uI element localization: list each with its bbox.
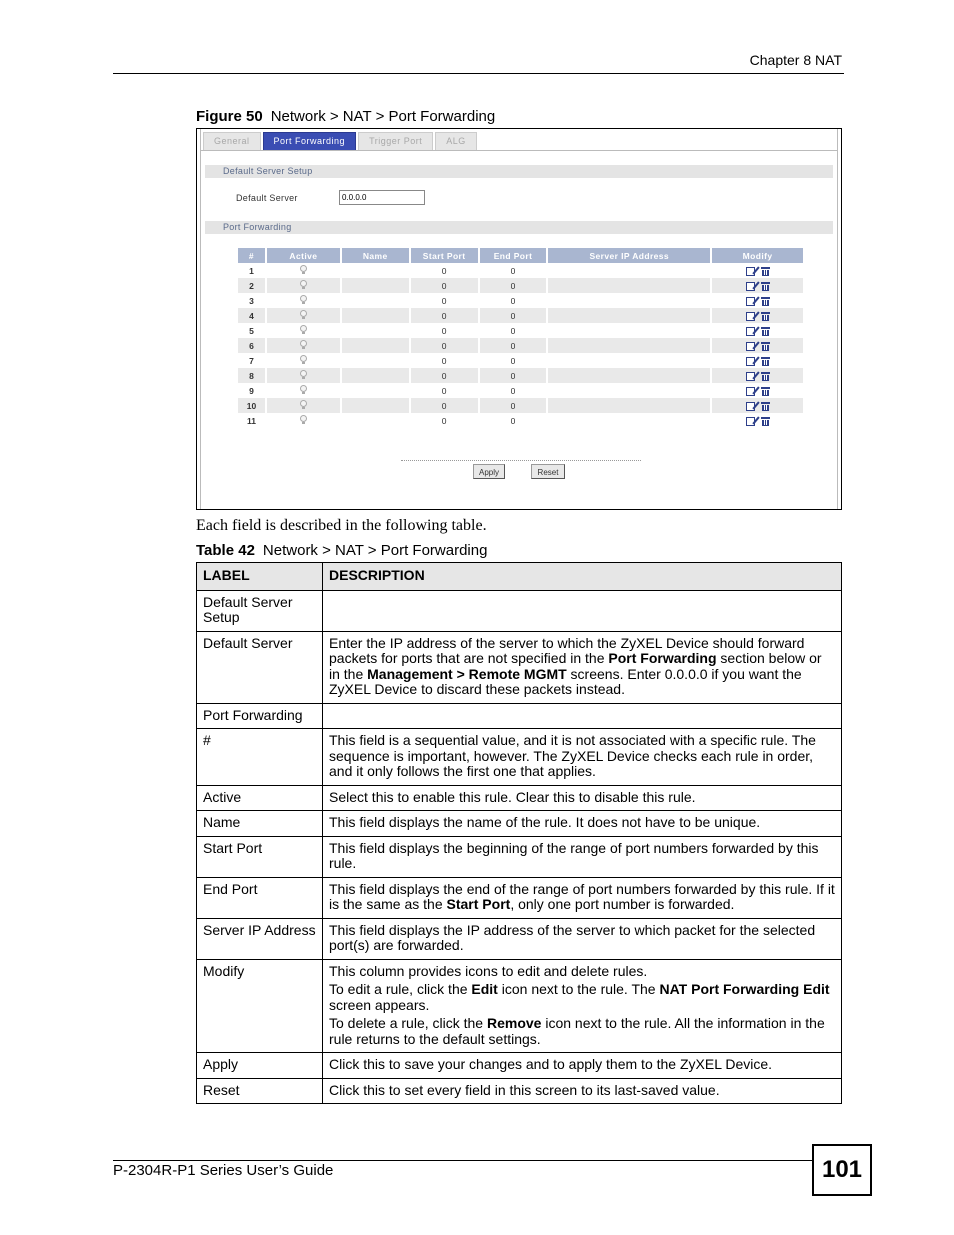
- row-label: Name: [197, 811, 323, 837]
- row-label: End Port: [197, 877, 323, 918]
- edit-icon[interactable]: [746, 327, 755, 336]
- rule-name: [341, 323, 410, 338]
- rule-number: 5: [238, 323, 266, 338]
- desc-bold: Remove: [486, 1015, 542, 1031]
- rule-number: 8: [238, 368, 266, 383]
- active-cell: [266, 308, 341, 323]
- table-row: [197, 811, 842, 837]
- table-row: [197, 959, 842, 1053]
- end-port: 0: [479, 338, 548, 353]
- row-description: [323, 877, 842, 918]
- header-rule: [113, 73, 844, 74]
- row-description: [323, 703, 842, 729]
- default-server-section-title: Default Server Setup: [205, 165, 833, 178]
- row-label: Reset: [197, 1078, 323, 1104]
- edit-icon[interactable]: [746, 402, 755, 411]
- desc-bold: Start Port: [446, 896, 511, 912]
- active-cell: [266, 338, 341, 353]
- tab-port-forwarding[interactable]: Port Forwarding: [263, 132, 357, 150]
- row-label: Port Forwarding: [197, 703, 323, 729]
- desc-text: , only one port number is forwarded.: [510, 896, 735, 912]
- active-bulb-icon[interactable]: [300, 340, 307, 349]
- figure-title: Network > NAT > Port Forwarding: [270, 108, 496, 125]
- server-ip: [547, 398, 711, 413]
- table-row: [197, 631, 842, 703]
- delete-icon[interactable]: [762, 357, 769, 366]
- end-port: 0: [479, 413, 548, 428]
- field-description-table: [196, 562, 842, 1104]
- desc-bold: Edit: [471, 981, 498, 997]
- edit-icon[interactable]: [746, 312, 755, 321]
- rule-name: [341, 293, 410, 308]
- row-description: [323, 631, 842, 703]
- col-modify: Modify: [711, 248, 804, 263]
- port-forwarding-rows: [238, 263, 804, 428]
- screenshot-panel: [200, 129, 838, 509]
- rule-number: 6: [238, 338, 266, 353]
- edit-icon[interactable]: [746, 282, 755, 291]
- row-description: This field displays the beginning of the range of port numbers forwarded by this rule.: [323, 836, 842, 877]
- rule-name: [341, 398, 410, 413]
- rule-number: 10: [238, 398, 266, 413]
- active-cell: [266, 278, 341, 293]
- start-port: 0: [410, 398, 479, 413]
- active-cell: [266, 368, 341, 383]
- apply-button[interactable]: Apply: [473, 464, 505, 479]
- row-label: Server IP Address: [197, 918, 323, 959]
- reset-button[interactable]: Reset: [531, 464, 565, 479]
- active-bulb-icon[interactable]: [300, 310, 307, 319]
- table-row: [197, 877, 842, 918]
- active-bulb-icon[interactable]: [300, 415, 307, 424]
- rule-number: 1: [238, 263, 266, 278]
- edit-icon[interactable]: [746, 387, 755, 396]
- start-port: 0: [410, 368, 479, 383]
- modify-para-3: [329, 1016, 836, 1047]
- desc-text: To edit a rule, click the: [329, 981, 472, 997]
- active-bulb-icon[interactable]: [300, 370, 307, 379]
- table-row: [238, 278, 804, 293]
- modify-cell: [711, 398, 804, 413]
- row-description: This field displays the IP address of the server to which packet for the selected port(s) are forwarded.: [323, 918, 842, 959]
- desc-text: icon next to the rule. The: [497, 981, 660, 997]
- tab-divider: [201, 150, 837, 151]
- table-row: [238, 308, 804, 323]
- table-row: [238, 293, 804, 308]
- modify-cell: [711, 338, 804, 353]
- desc-bold: NAT Port Forwarding Edit: [659, 981, 830, 997]
- start-port: 0: [410, 413, 479, 428]
- active-cell: [266, 413, 341, 428]
- server-ip: [547, 263, 711, 278]
- rule-name: [341, 263, 410, 278]
- col-name: Name: [341, 248, 410, 263]
- start-port: 0: [410, 278, 479, 293]
- rule-name: [341, 308, 410, 323]
- desc-bold: Management > Remote MGMT: [367, 665, 567, 682]
- table-row: [238, 413, 804, 428]
- server-ip: [547, 293, 711, 308]
- server-ip: [547, 368, 711, 383]
- desc-text: To delete a rule, click the: [329, 1015, 487, 1031]
- rule-number: 9: [238, 383, 266, 398]
- start-port: 0: [410, 338, 479, 353]
- row-label: Start Port: [197, 836, 323, 877]
- rule-number: 7: [238, 353, 266, 368]
- desc-text: screen appears.: [329, 996, 430, 1013]
- rule-number: 2: [238, 278, 266, 293]
- row-description: This field is a sequential value, and it is not associated with a specific rule. The sequence is important, however. The ZyXEL Device checks each rule in order, and it only follows the first one that applies.: [323, 729, 842, 786]
- table-row: [197, 729, 842, 786]
- col-end-port: End Port: [479, 248, 548, 263]
- row-description: Click this to save your changes and to apply them to the ZyXEL Device.: [323, 1053, 842, 1079]
- rule-number: 3: [238, 293, 266, 308]
- rule-name: [341, 383, 410, 398]
- tab-alg[interactable]: ALG: [435, 132, 477, 150]
- row-label: Apply: [197, 1053, 323, 1079]
- modify-para-1: This column provides icons to edit and delete rules.: [329, 962, 648, 979]
- row-label: Modify: [197, 959, 323, 1053]
- active-bulb-icon[interactable]: [300, 325, 307, 334]
- active-bulb-icon[interactable]: [300, 385, 307, 394]
- col-start-port: Start Port: [410, 248, 479, 263]
- figure-caption: [196, 108, 495, 125]
- port-forwarding-screenshot: [196, 128, 842, 510]
- desc-text: This field displays the end of the range of port numbers forwarded by this rule. If it is the same as the: [329, 880, 835, 912]
- start-port: 0: [410, 383, 479, 398]
- active-cell: [266, 398, 341, 413]
- active-cell: [266, 353, 341, 368]
- start-port: 0: [410, 353, 479, 368]
- server-ip: [547, 383, 711, 398]
- start-port: 0: [410, 263, 479, 278]
- delete-icon[interactable]: [762, 327, 769, 336]
- table-row: [197, 918, 842, 959]
- delete-icon[interactable]: [762, 402, 769, 411]
- rule-number: 11: [238, 413, 266, 428]
- end-port: 0: [479, 383, 548, 398]
- edit-icon[interactable]: [746, 417, 755, 426]
- edit-icon[interactable]: [746, 342, 755, 351]
- server-ip: [547, 278, 711, 293]
- delete-icon[interactable]: [762, 282, 769, 291]
- row-label: Active: [197, 785, 323, 811]
- figure-label: Figure 50: [196, 108, 263, 125]
- modify-cell: [711, 323, 804, 338]
- modify-cell: [711, 413, 804, 428]
- tab-bar: [203, 132, 479, 150]
- table-header-row: [238, 248, 804, 263]
- intro-text: Each field is described in the following table.: [196, 517, 487, 534]
- rule-name: [341, 413, 410, 428]
- edit-icon[interactable]: [746, 372, 755, 381]
- button-separator: [401, 460, 641, 461]
- table-row: [197, 590, 842, 631]
- modify-cell: [711, 368, 804, 383]
- page-number: 101: [812, 1144, 872, 1196]
- desc-header-row: [197, 563, 842, 591]
- end-port: 0: [479, 263, 548, 278]
- table-row: [238, 368, 804, 383]
- modify-para-2: [329, 982, 836, 1013]
- row-description: Click this to set every field in this screen to its last-saved value.: [323, 1078, 842, 1104]
- row-label: #: [197, 729, 323, 786]
- rule-name: [341, 368, 410, 383]
- active-bulb-icon[interactable]: [300, 265, 307, 274]
- table-row: [238, 398, 804, 413]
- desc-bold: Port Forwarding: [608, 650, 717, 666]
- edit-icon[interactable]: [746, 297, 755, 306]
- rule-name: [341, 278, 410, 293]
- start-port: 0: [410, 293, 479, 308]
- server-ip: [547, 353, 711, 368]
- end-port: 0: [479, 398, 548, 413]
- table-row: [238, 383, 804, 398]
- end-port: 0: [479, 278, 548, 293]
- description-header: DESCRIPTION: [323, 563, 842, 591]
- delete-icon[interactable]: [762, 372, 769, 381]
- guide-title: P-2304R-P1 Series User’s Guide: [113, 1162, 334, 1179]
- modify-cell: [711, 263, 804, 278]
- delete-icon[interactable]: [762, 312, 769, 321]
- delete-icon[interactable]: [762, 267, 769, 276]
- modify-cell: [711, 293, 804, 308]
- active-bulb-icon[interactable]: [300, 295, 307, 304]
- table-row: [238, 353, 804, 368]
- row-description: [323, 959, 842, 1053]
- label-header: LABEL: [197, 563, 323, 591]
- active-cell: [266, 293, 341, 308]
- server-ip: [547, 338, 711, 353]
- delete-icon[interactable]: [762, 297, 769, 306]
- col-active: Active: [266, 248, 341, 263]
- tab-trigger-port[interactable]: Trigger Port: [358, 132, 433, 150]
- desc-text: icon next to the rule. All the information in the rule returns to the default settings.: [329, 1015, 825, 1047]
- table-row: [197, 836, 842, 877]
- end-port: 0: [479, 323, 548, 338]
- delete-icon[interactable]: [762, 342, 769, 351]
- default-server-label: Default Server: [236, 193, 298, 203]
- row-label: Default Server Setup: [197, 590, 323, 631]
- start-port: 0: [410, 308, 479, 323]
- row-description: Select this to enable this rule. Clear this to disable this rule.: [323, 785, 842, 811]
- chapter-header: Chapter 8 NAT: [749, 52, 842, 68]
- delete-icon[interactable]: [762, 417, 769, 426]
- table-title: Network > NAT > Port Forwarding: [262, 542, 488, 559]
- active-bulb-icon[interactable]: [300, 400, 307, 409]
- end-port: 0: [479, 353, 548, 368]
- port-forwarding-section-title: Port Forwarding: [205, 221, 833, 234]
- end-port: 0: [479, 293, 548, 308]
- server-ip: [547, 308, 711, 323]
- active-bulb-icon[interactable]: [300, 355, 307, 364]
- table-row: [197, 785, 842, 811]
- active-bulb-icon[interactable]: [300, 280, 307, 289]
- port-forwarding-table: [238, 248, 805, 428]
- col-num: #: [238, 248, 266, 263]
- edit-icon[interactable]: [746, 267, 755, 276]
- server-ip: [547, 323, 711, 338]
- table-label: Table 42: [196, 542, 255, 559]
- table-row: [238, 338, 804, 353]
- table-row: [197, 703, 842, 729]
- row-description: This field displays the name of the rule. It does not have to be unique.: [323, 811, 842, 837]
- active-cell: [266, 383, 341, 398]
- table-caption: [196, 542, 487, 559]
- col-server-ip: Server IP Address: [547, 248, 711, 263]
- footer-rule: [113, 1160, 813, 1161]
- default-server-input[interactable]: [339, 190, 425, 205]
- rule-name: [341, 353, 410, 368]
- active-cell: [266, 263, 341, 278]
- desc-text: Enter the IP address of the server to which the ZyXEL Device should forward packets for ports that are not specified in the: [329, 634, 805, 666]
- table-row: [197, 1053, 842, 1079]
- modify-cell: [711, 383, 804, 398]
- tab-general[interactable]: General: [203, 132, 261, 150]
- active-cell: [266, 323, 341, 338]
- server-ip: [547, 413, 711, 428]
- table-row: [238, 263, 804, 278]
- start-port: 0: [410, 323, 479, 338]
- modify-cell: [711, 278, 804, 293]
- desc-text: section below or in the: [329, 650, 822, 682]
- rule-number: 4: [238, 308, 266, 323]
- end-port: 0: [479, 308, 548, 323]
- row-label: Default Server: [197, 631, 323, 703]
- end-port: 0: [479, 368, 548, 383]
- edit-icon[interactable]: [746, 357, 755, 366]
- delete-icon[interactable]: [762, 387, 769, 396]
- modify-cell: [711, 308, 804, 323]
- desc-text: screens. Enter 0.0.0.0 if you want the ZyXEL Device to discard these packets instead.: [329, 665, 802, 697]
- rule-name: [341, 338, 410, 353]
- modify-cell: [711, 353, 804, 368]
- table-row: [238, 323, 804, 338]
- row-description: [323, 590, 842, 631]
- table-row: [197, 1078, 842, 1104]
